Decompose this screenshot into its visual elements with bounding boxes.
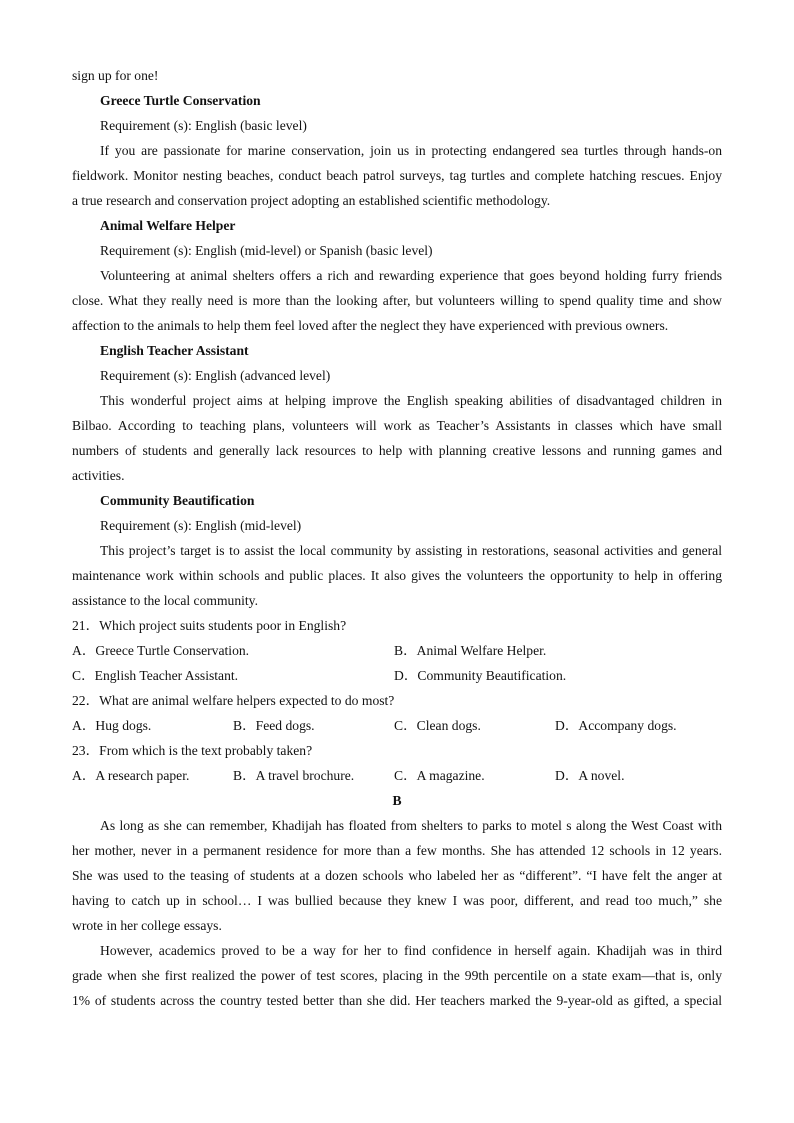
question-22: 22．What are animal welfare helpers expected to do most? — [72, 693, 395, 708]
option-a: A．Hug dogs. — [72, 718, 152, 733]
question-21-options-row-1 — [72, 638, 722, 663]
paragraph-line: assistance to the local community. — [72, 593, 258, 608]
question-23-options — [72, 763, 722, 788]
paragraph-line: Bilbao. According to teaching plans, volunteers will work as Teacher’s Assistants in classes which have small — [72, 418, 722, 433]
paragraph-line: Volunteering at animal shelters offers a rich and rewarding experience that goes beyond holding furry friends — [100, 268, 722, 283]
option-c: C．A magazine. — [394, 768, 485, 783]
project-title: Community Beautification — [100, 493, 255, 508]
paragraph-line: If you are passionate for marine conservation, join us in protecting endangered sea turtles through hands-on — [100, 143, 722, 158]
requirement-line: Requirement (s): English (basic level) — [100, 118, 307, 133]
text-line: sign up for one! — [72, 68, 159, 83]
question-21-options-row-2 — [72, 663, 722, 688]
option-b: B．A travel brochure. — [233, 768, 355, 783]
question-21: 21．Which project suits students poor in English? — [72, 618, 347, 633]
paragraph-line: having to catch up in school… I was bullied because they knew I was poor, different, and read too much,” she — [72, 893, 722, 908]
project-title: Animal Welfare Helper — [100, 218, 236, 233]
option-c: C．English Teacher Assistant. — [72, 668, 239, 683]
paragraph-line: 1% of students across the country tested better than she did. Her teachers marked the 9-year-old as gifted, a special — [72, 993, 722, 1008]
option-d: D．A novel. — [555, 768, 625, 783]
paragraph-line: This project’s target is to assist the local community by assisting in restorations, seasonal activities and general — [100, 543, 722, 558]
paragraph-line: activities. — [72, 468, 125, 483]
paragraph-line: her mother, never in a permanent residence for more than a few months. She has attended 12 schools in 12 years. — [72, 843, 722, 858]
document-page — [72, 63, 722, 1013]
paragraph-line: maintenance work within schools and public places. It also gives the volunteers the opportunity to help in offering — [72, 568, 722, 583]
paragraph-line: affection to the animals to help them feel loved after the neglect they have experienced with previous owners. — [72, 318, 669, 333]
paragraph-line: fieldwork. Monitor nesting beaches, conduct beach patrol surveys, tag turtles and complete hatching rescues. Enjoy — [72, 168, 722, 183]
paragraph-line: numbers of students and generally lack resources to help with planning creative lessons and running games and — [72, 443, 722, 458]
paragraph-line: grade when she first realized the power of test scores, placing in the 99th percentile on a state exam—that is, only — [72, 968, 722, 983]
paragraph-line: wrote in her college essays. — [72, 918, 222, 933]
paragraph-line: She was used to the teasing of students at a dozen schools who labeled her as “different”. “I have felt the anger at — [72, 868, 722, 883]
section-heading: B — [392, 793, 402, 808]
option-a: A．Greece Turtle Conservation. — [72, 643, 250, 658]
option-d: D．Accompany dogs. — [555, 718, 677, 733]
paragraph-line: close. What they really need is more than the looking after, but volunteers willing to spend quality time and show — [72, 293, 722, 308]
requirement-line: Requirement (s): English (mid-level) or Spanish (basic level) — [100, 243, 433, 258]
option-b: B．Feed dogs. — [233, 718, 315, 733]
project-title: Greece Turtle Conservation — [100, 93, 261, 108]
paragraph-line: This wonderful project aims at helping improve the English speaking abilities of disadvantaged children in — [100, 393, 722, 408]
option-a: A．A research paper. — [72, 768, 190, 783]
question-22-options — [72, 713, 722, 738]
paragraph-line: a true research and conservation project adopting an established scientific methodology. — [72, 193, 551, 208]
requirement-line: Requirement (s): English (mid-level) — [100, 518, 302, 533]
requirement-line: Requirement (s): English (advanced level) — [100, 368, 331, 383]
paragraph-line: However, academics proved to be a way for her to find confidence in herself again. Khadijah was in third — [100, 943, 722, 958]
question-23: 23．From which is the text probably taken? — [72, 743, 313, 758]
option-c: C．Clean dogs. — [394, 718, 481, 733]
option-b: B．Animal Welfare Helper. — [394, 643, 547, 658]
project-title: English Teacher Assistant — [100, 343, 249, 358]
paragraph-line: As long as she can remember, Khadijah has floated from shelters to parks to motel s along the West Coast with — [100, 818, 722, 833]
option-d: D．Community Beautification. — [394, 668, 567, 683]
